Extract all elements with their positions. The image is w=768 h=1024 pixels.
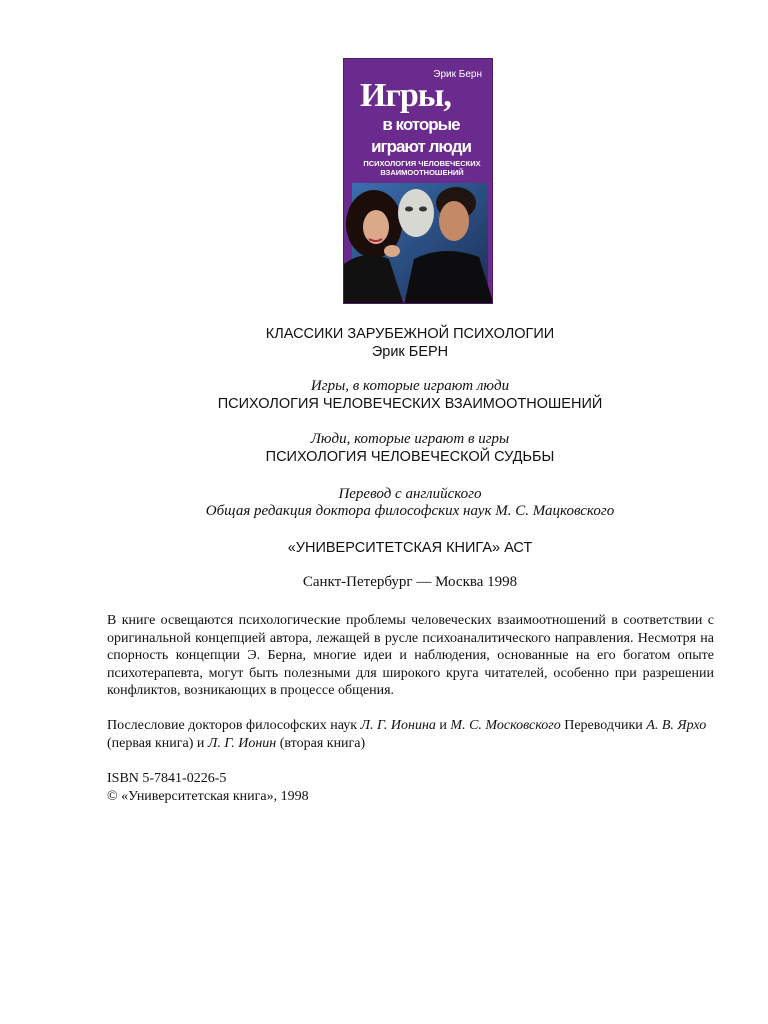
- series-title: КЛАССИКИ ЗАРУБЕЖНОЙ ПСИХОЛОГИИ: [265, 326, 555, 342]
- credits-and: и: [435, 718, 451, 733]
- author-name: Эрик БЕРН: [371, 344, 449, 360]
- copyright: © «Университетская книга», 1998: [107, 789, 309, 804]
- book2-subtitle: ПСИХОЛОГИЯ ЧЕЛОВЕЧЕСКОЙ СУДЬБЫ: [265, 449, 555, 465]
- translation-note: Перевод с английского: [338, 486, 482, 502]
- book-cover: [343, 58, 493, 304]
- credits-paragraph: [107, 717, 714, 752]
- credits-name-moskovsky: М. С. Московского: [450, 718, 561, 733]
- cover-author: Эрик Берн: [433, 69, 482, 80]
- cover-title-line3: играют люди: [371, 137, 471, 156]
- credits-part2: (вторая книга): [276, 735, 366, 751]
- cover-subtitle: [356, 159, 488, 177]
- book1-subtitle: ПСИХОЛОГИЯ ЧЕЛОВЕЧЕСКИХ ВЗАИМООТНОШЕНИЙ: [217, 396, 603, 412]
- book2-title: Люди, которые играют в игры: [310, 431, 510, 447]
- isbn: ISBN 5-7841-0226-5: [107, 771, 227, 786]
- credits-translators-label: Переводчики: [560, 718, 647, 733]
- book1-title: Игры, в которые играют люди: [310, 378, 510, 394]
- cover-photo-illustration: [344, 179, 493, 304]
- credits-name-ionin-2: Л. Г. Ионин: [207, 735, 277, 751]
- abstract-paragraph: В книге освещаются психологические проблемы человеческих взаимоотношений в соответствии с оригинальной концепцией автора, лежащей в русле психоаналитического направления. Несмотря на спорность концепции Э. Берна, многие идеи и наблюдения, основанные на его богатом опыте психотерапевта, могут быть полезными для широкого круга читателей, особенно при разрешении конфликтов, возникающих в процессе общения.: [107, 613, 714, 698]
- cover-subtitle-line2: ВЗАИМООТНОШЕНИЙ: [380, 168, 464, 177]
- publisher: «УНИВЕРСИТЕТСКАЯ КНИГА» АСТ: [287, 540, 533, 556]
- credits-prefix: Послесловие докторов философских наук: [107, 718, 361, 733]
- credits-name-yarkho: А. В. Ярхо: [646, 718, 707, 733]
- credits-part1: (первая книга) и: [107, 735, 208, 751]
- cover-subtitle-line1: ПСИХОЛОГИЯ ЧЕЛОВЕЧЕСКИХ: [363, 159, 481, 168]
- cover-title-line1: Игры,: [360, 77, 451, 114]
- place-year: Санкт-Петербург — Москва 1998: [302, 574, 518, 590]
- credits-name-ionin: Л. Г. Ионина: [360, 718, 436, 733]
- cover-title-line2: в которые: [382, 115, 460, 134]
- editor-note: Общая редакция доктора философских наук М. С. Мацковского: [205, 503, 615, 519]
